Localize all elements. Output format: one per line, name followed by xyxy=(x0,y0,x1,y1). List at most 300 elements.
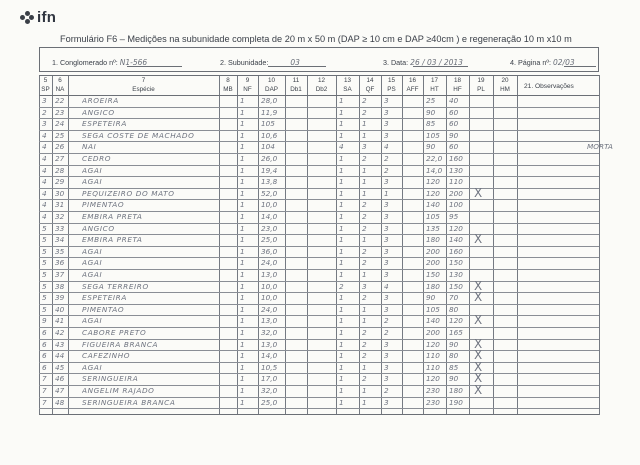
cell-esp: AGAI xyxy=(82,270,103,279)
column-header-hf xyxy=(446,77,469,94)
cell-hf: 85 xyxy=(449,362,459,372)
cell-dap: 28,0 xyxy=(261,96,278,105)
ifn-logo xyxy=(20,9,56,26)
cell-na: 41 xyxy=(55,316,65,326)
column-header-ps xyxy=(381,77,402,94)
conglomerado-line xyxy=(127,66,182,67)
cell-hf: 120 xyxy=(449,316,463,326)
cell-sa: 1 xyxy=(339,212,344,221)
data-label: 3. Data: xyxy=(383,58,409,67)
cell-na: 48 xyxy=(55,397,65,407)
cell-nf: 1 xyxy=(240,293,245,303)
cell-ht: 90 xyxy=(426,293,436,303)
cell-esp: SEGA TERREIRO xyxy=(82,281,149,291)
cell-qf: 1 xyxy=(362,316,367,326)
cell-dap: 52,0 xyxy=(261,188,278,198)
cell-sa: 1 xyxy=(339,246,344,256)
column-header-db2 xyxy=(307,77,336,94)
cell-ps: 3 xyxy=(384,107,389,117)
cell-nf: 1 xyxy=(240,119,245,129)
conglomerado-value: N1-566 xyxy=(119,58,148,67)
cell-sp: 4 xyxy=(42,130,47,140)
column-header-hm xyxy=(493,77,517,94)
table-bottom-rule xyxy=(39,414,599,415)
cell-sp: 3 xyxy=(42,96,47,105)
cell-sa: 1 xyxy=(339,328,344,337)
pl-mark: X xyxy=(474,359,483,374)
cell-sp: 2 xyxy=(42,107,47,117)
cell-ps: 3 xyxy=(384,397,389,407)
cell-na: 45 xyxy=(55,362,65,372)
cell-qf: 2 xyxy=(362,107,367,117)
cell-nf: 1 xyxy=(240,223,245,233)
cell-ht: 110 xyxy=(426,351,440,361)
column-number: 9 xyxy=(245,77,250,84)
cell-nf: 1 xyxy=(240,281,245,291)
cell-sp: 4 xyxy=(42,154,47,163)
cell-ps: 3 xyxy=(384,223,389,233)
column-header-mb xyxy=(219,77,237,94)
cell-esp: ESPETEIRA xyxy=(82,293,127,303)
pagina-value: 02/03 xyxy=(553,58,575,67)
cell-ht: 110 xyxy=(426,362,440,372)
cell-hf: 180 xyxy=(449,386,463,395)
cell-ht: 90 xyxy=(426,142,436,152)
column-header-qf xyxy=(359,77,381,94)
cell-sa: 1 xyxy=(339,223,344,233)
cell-qf: 1 xyxy=(362,119,367,129)
cell-nf: 1 xyxy=(240,351,245,361)
cell-sp: 5 xyxy=(42,235,47,245)
column-name: SA xyxy=(343,85,352,93)
cell-qf: 2 xyxy=(362,258,367,268)
cell-observacao: MORTA xyxy=(587,142,613,152)
cell-na: 44 xyxy=(55,351,65,361)
column-header-espécie xyxy=(68,77,219,94)
cell-qf: 1 xyxy=(362,165,367,175)
pl-mark: X xyxy=(474,383,483,397)
cell-dap: 13,0 xyxy=(261,270,278,279)
cell-qf: 1 xyxy=(362,397,367,407)
column-name: PL xyxy=(477,85,485,93)
column-name: HM xyxy=(500,85,510,93)
cell-qf: 1 xyxy=(362,188,367,198)
cell-sa: 1 xyxy=(339,293,344,303)
cell-qf: 1 xyxy=(362,270,367,279)
cell-esp: AGAI xyxy=(82,165,103,175)
cell-sp: 3 xyxy=(42,119,47,129)
cell-ht: 120 xyxy=(426,188,440,198)
cell-qf: 1 xyxy=(362,177,367,187)
cell-na: 27 xyxy=(55,154,65,163)
cell-ps: 3 xyxy=(384,270,389,279)
column-number: 8 xyxy=(226,77,230,84)
pagina-line xyxy=(564,66,596,67)
cell-ht: 105 xyxy=(426,212,440,221)
cell-ps: 2 xyxy=(384,386,389,395)
cell-nf: 1 xyxy=(240,304,245,314)
cell-sa: 1 xyxy=(339,304,344,314)
pl-mark: X xyxy=(474,290,483,305)
cell-sa: 1 xyxy=(339,339,344,349)
column-header-sp xyxy=(39,77,52,94)
cell-ps: 3 xyxy=(384,177,389,187)
cell-na: 31 xyxy=(55,200,65,210)
cell-hf: 80 xyxy=(449,351,459,361)
cell-nf: 1 xyxy=(240,374,245,384)
cell-qf: 3 xyxy=(362,142,367,152)
cell-na: 36 xyxy=(55,258,65,268)
column-header-nf xyxy=(237,77,258,94)
cell-ps: 3 xyxy=(384,374,389,384)
cell-ps: 2 xyxy=(384,165,389,175)
cell-na: 33 xyxy=(55,223,65,233)
cell-nf: 1 xyxy=(240,142,245,152)
cell-sp: 6 xyxy=(42,328,47,337)
cell-sa: 1 xyxy=(339,200,344,210)
cell-sp: 4 xyxy=(42,177,47,187)
cell-na: 25 xyxy=(55,130,65,140)
subunidade-label: 2. Subunidade: xyxy=(220,58,269,67)
cell-na: 22 xyxy=(55,96,65,105)
cell-ps: 3 xyxy=(384,235,389,245)
cell-dap: 13,0 xyxy=(261,339,278,349)
cell-ht: 140 xyxy=(426,200,440,210)
column-header-na xyxy=(52,77,68,94)
cell-dap: 25,0 xyxy=(261,397,278,407)
cell-sp: 4 xyxy=(42,212,47,221)
cell-ht: 230 xyxy=(426,397,440,407)
cell-sp: 5 xyxy=(42,258,47,268)
column-number: 20 xyxy=(501,77,509,84)
cell-qf: 1 xyxy=(362,235,367,245)
cell-ht: 200 xyxy=(426,328,440,337)
cell-hf: 160 xyxy=(449,154,463,163)
cell-dap: 10,0 xyxy=(261,281,278,291)
cell-ps: 2 xyxy=(384,154,389,163)
cell-dap: 23,0 xyxy=(261,223,278,233)
column-number: 17 xyxy=(430,77,438,84)
cell-dap: 19,4 xyxy=(261,165,278,175)
cell-na: 38 xyxy=(55,281,65,291)
cell-esp: PIMENTAO xyxy=(82,304,125,314)
data-value: 26 / 03 / 2013 xyxy=(410,58,463,67)
cell-esp: CEDRO xyxy=(82,154,112,163)
column-header-aff xyxy=(402,77,423,94)
cell-sa: 1 xyxy=(339,258,344,268)
cell-nf: 1 xyxy=(240,235,245,245)
cell-hf: 95 xyxy=(449,212,459,221)
cell-qf: 2 xyxy=(362,293,367,303)
cell-ht: 200 xyxy=(426,258,440,268)
cell-na: 34 xyxy=(55,235,65,245)
cell-esp: CAFEZINHO xyxy=(82,351,131,361)
cell-sa: 1 xyxy=(339,130,344,140)
pl-mark: X xyxy=(474,232,483,247)
column-header-ht xyxy=(423,77,446,94)
cell-sa: 1 xyxy=(339,188,344,198)
cell-sa: 1 xyxy=(339,177,344,187)
cell-ht: 150 xyxy=(426,270,440,279)
cell-dap: 10,5 xyxy=(261,362,278,372)
cell-ht: 14,0 xyxy=(426,165,443,175)
cell-hf: 130 xyxy=(449,165,463,175)
column-name: HT xyxy=(430,85,439,93)
cell-esp: SERINGUEIRA BRANCA xyxy=(82,397,176,407)
cell-qf: 2 xyxy=(362,200,367,210)
cell-hf: 120 xyxy=(449,223,463,233)
cell-na: 32 xyxy=(55,212,65,221)
cell-dap: 26,0 xyxy=(261,154,278,163)
cell-nf: 1 xyxy=(240,154,245,163)
cell-sp: 5 xyxy=(42,281,47,291)
cell-sp: 6 xyxy=(42,362,47,372)
cell-sp: 5 xyxy=(42,304,47,314)
cell-qf: 2 xyxy=(362,154,367,163)
cell-nf: 1 xyxy=(240,130,245,140)
cell-ps: 3 xyxy=(384,362,389,372)
cell-sa: 1 xyxy=(339,107,344,117)
column-number: 10 xyxy=(267,77,275,84)
cell-qf: 2 xyxy=(362,223,367,233)
column-number: 7 xyxy=(141,77,146,84)
cell-hf: 60 xyxy=(449,107,459,117)
cell-na: 42 xyxy=(55,328,65,337)
cell-esp: FIGUEIRA BRANCA xyxy=(82,339,159,349)
cell-nf: 1 xyxy=(240,107,245,117)
cell-hf: 90 xyxy=(449,374,459,384)
cell-dap: 13,8 xyxy=(261,177,278,187)
row-rule xyxy=(39,408,599,409)
column-name: PS xyxy=(387,85,396,93)
cell-esp: EMBIRA PRETA xyxy=(82,212,143,221)
cell-ht: 25 xyxy=(426,96,436,105)
cell-dap: 14,0 xyxy=(261,351,278,361)
cell-hf: 100 xyxy=(449,200,463,210)
cell-nf: 1 xyxy=(240,188,245,198)
cell-hf: 60 xyxy=(449,119,459,129)
cell-ht: 90 xyxy=(426,107,436,117)
pl-mark: X xyxy=(474,336,483,351)
cell-ht: 105 xyxy=(426,304,440,314)
cell-sp: 9 xyxy=(42,316,47,326)
cell-esp: PEQUIZEIRO DO MATO xyxy=(82,188,175,198)
cell-sp: 7 xyxy=(42,374,47,384)
cell-ps: 2 xyxy=(384,328,389,337)
column-number: 12 xyxy=(317,77,325,84)
column-name: Db2 xyxy=(315,85,328,93)
cell-dap: 25,0 xyxy=(261,235,278,245)
cell-hf: 90 xyxy=(449,339,459,349)
cell-sa: 1 xyxy=(339,362,344,372)
cell-ht: 105 xyxy=(426,130,440,140)
cell-sa: 1 xyxy=(339,96,344,105)
cell-sa: 1 xyxy=(339,270,344,279)
column-number: 19 xyxy=(477,77,485,84)
cell-nf: 1 xyxy=(240,200,245,210)
cell-sp: 5 xyxy=(42,223,47,233)
cell-sa: 4 xyxy=(339,142,344,152)
cell-hf: 40 xyxy=(449,96,459,105)
subunidade-line xyxy=(268,66,326,67)
cell-hf: 160 xyxy=(449,246,463,256)
cell-esp: SEGA COSTE DE MACHADO xyxy=(82,130,195,140)
cell-esp: NAI xyxy=(82,142,97,152)
cell-ps: 3 xyxy=(384,246,389,256)
cell-na: 23 xyxy=(55,107,65,117)
cell-na: 40 xyxy=(55,304,65,314)
cell-na: 37 xyxy=(55,270,65,279)
cell-sp: 7 xyxy=(42,386,47,395)
cell-ps: 3 xyxy=(384,351,389,361)
header-rule xyxy=(39,75,599,76)
cell-nf: 1 xyxy=(240,270,245,279)
cell-nf: 1 xyxy=(240,328,245,337)
cell-nf: 1 xyxy=(240,212,245,221)
column-number: 6 xyxy=(58,77,62,84)
cell-sa: 1 xyxy=(339,154,344,163)
cell-na: 35 xyxy=(55,246,65,256)
cell-hf: 70 xyxy=(449,293,459,303)
cell-sp: 4 xyxy=(42,142,47,152)
cell-sa: 1 xyxy=(339,316,344,326)
cell-na: 46 xyxy=(55,374,65,384)
column-name: HF xyxy=(453,85,462,93)
column-header-dap xyxy=(258,77,285,94)
cell-hf: 200 xyxy=(449,188,463,198)
cell-ht: 180 xyxy=(426,235,440,245)
cell-esp: SERINGUEIRA xyxy=(82,374,139,384)
cell-na: 24 xyxy=(55,119,65,129)
cell-dap: 32,0 xyxy=(261,328,278,337)
cell-hf: 150 xyxy=(449,258,463,268)
pl-mark: X xyxy=(474,371,483,386)
cell-qf: 1 xyxy=(362,386,367,395)
cell-ps: 3 xyxy=(384,258,389,268)
pl-mark: X xyxy=(474,185,483,200)
cell-hf: 80 xyxy=(449,304,459,314)
cell-ps: 2 xyxy=(384,316,389,326)
observacoes-header: 21. Observações xyxy=(524,83,574,90)
cell-sa: 1 xyxy=(339,235,344,245)
cell-qf: 2 xyxy=(362,351,367,361)
cell-esp: AGAI xyxy=(82,316,103,326)
cell-hf: 150 xyxy=(449,281,463,291)
cell-sa: 1 xyxy=(339,351,344,361)
cell-hf: 90 xyxy=(449,130,459,140)
cell-dap: 104 xyxy=(261,142,275,152)
subunidade-value: 03 xyxy=(290,58,300,67)
measurement-table xyxy=(39,75,613,415)
cell-ps: 3 xyxy=(384,293,389,303)
cell-sp: 4 xyxy=(42,200,47,210)
cell-na: 28 xyxy=(55,165,65,175)
cell-qf: 2 xyxy=(362,374,367,384)
column-name: MB xyxy=(223,85,233,93)
cell-na: 39 xyxy=(55,293,65,303)
cell-qf: 1 xyxy=(362,362,367,372)
cell-dap: 11,9 xyxy=(261,107,278,117)
cell-nf: 1 xyxy=(240,177,245,187)
cell-qf: 2 xyxy=(362,339,367,349)
cell-sp: 5 xyxy=(42,246,47,256)
cell-sp: 6 xyxy=(42,351,47,361)
cell-dap: 32,0 xyxy=(261,386,278,395)
cell-qf: 2 xyxy=(362,212,367,221)
cell-sp: 7 xyxy=(42,397,47,407)
pl-mark: X xyxy=(474,348,483,363)
cell-esp: ESPETEIRA xyxy=(82,119,127,129)
cell-ps: 3 xyxy=(384,212,389,221)
cell-dap: 24,0 xyxy=(261,304,278,314)
ifn-logo-icon xyxy=(20,11,34,25)
pagina-label: 4. Página nº: xyxy=(510,58,551,67)
column-header-pl xyxy=(469,77,493,94)
cell-sp: 4 xyxy=(42,188,47,198)
cell-na: 26 xyxy=(55,142,65,152)
cell-na: 43 xyxy=(55,339,65,349)
cell-na: 29 xyxy=(55,177,65,187)
column-number: 16 xyxy=(408,77,416,84)
cell-nf: 1 xyxy=(240,339,245,349)
cell-sa: 1 xyxy=(339,119,344,129)
cell-esp: PIMENTAO xyxy=(82,200,125,210)
cell-nf: 1 xyxy=(240,397,245,407)
cell-sp: 4 xyxy=(42,165,47,175)
column-name: DAP xyxy=(265,85,278,93)
cell-esp: AGAI xyxy=(82,177,103,187)
cell-ht: 140 xyxy=(426,316,440,326)
cell-sp: 5 xyxy=(42,293,47,303)
conglomerado-label: 1. Conglomerado nº: xyxy=(52,58,118,67)
cell-dap: 10,0 xyxy=(261,200,278,210)
cell-dap: 24,0 xyxy=(261,258,278,268)
cell-nf: 1 xyxy=(240,165,245,175)
cell-nf: 1 xyxy=(240,96,245,105)
data-line xyxy=(413,66,468,67)
cell-ps: 1 xyxy=(384,188,389,198)
column-name: NF xyxy=(243,85,252,93)
cell-sp: 6 xyxy=(42,339,47,349)
column-name: Espécie xyxy=(132,85,155,93)
cell-hf: 60 xyxy=(449,142,459,152)
cell-ps: 3 xyxy=(384,200,389,210)
cell-dap: 14,0 xyxy=(261,212,278,221)
cell-sp: 5 xyxy=(42,270,47,279)
cell-ps: 3 xyxy=(384,130,389,140)
column-name: AFF xyxy=(406,85,419,93)
cell-ht: 120 xyxy=(426,374,440,384)
cell-dap: 13,0 xyxy=(261,316,278,326)
column-number: 11 xyxy=(292,77,300,84)
cell-esp: EMBIRA PRETA xyxy=(82,235,143,245)
cell-dap: 10,0 xyxy=(261,293,278,303)
cell-esp: AGAI xyxy=(82,258,103,268)
column-header-sa xyxy=(336,77,359,94)
cell-dap: 10,6 xyxy=(261,130,278,140)
cell-esp: ANGELIM RAJADO xyxy=(82,386,155,395)
column-number: 18 xyxy=(453,77,461,84)
cell-esp: AROEIRA xyxy=(82,96,119,105)
cell-esp: ANGICO xyxy=(82,223,115,233)
cell-na: 47 xyxy=(55,386,65,395)
cell-esp: ANGICO xyxy=(82,107,115,117)
cell-esp: AGAI xyxy=(82,246,103,256)
pl-mark: X xyxy=(474,313,483,328)
cell-nf: 1 xyxy=(240,246,245,256)
logo-text: ifn xyxy=(37,9,57,26)
cell-dap: 17,0 xyxy=(261,374,278,384)
